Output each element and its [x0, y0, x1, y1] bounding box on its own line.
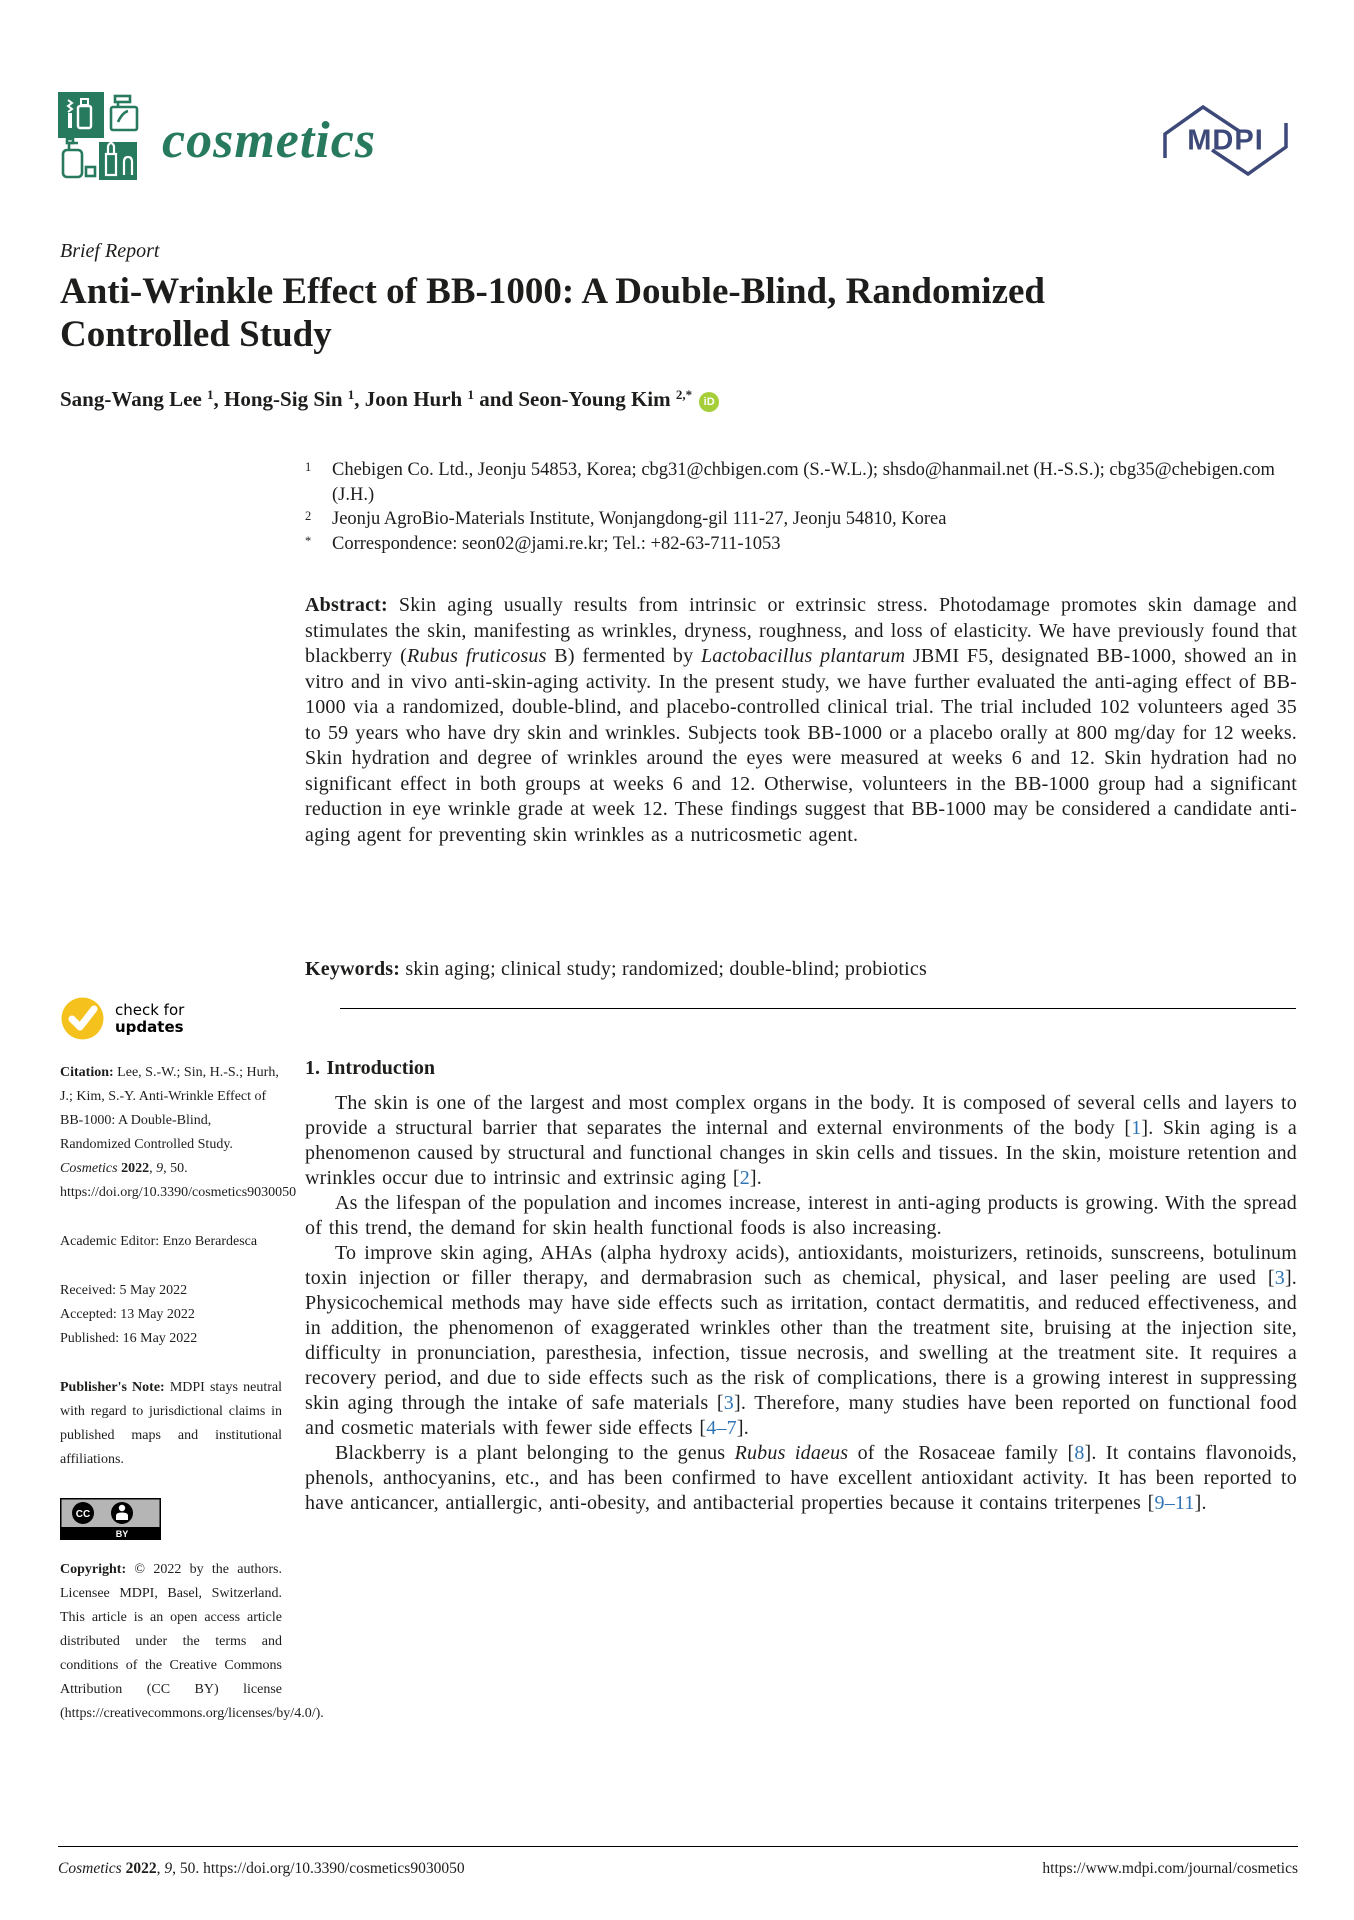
journal-logo[interactable] — [58, 92, 376, 180]
affiliation-marker: 1 — [305, 460, 312, 474]
reference-link[interactable]: 2 — [739, 1167, 750, 1189]
intro-paragraph: Blackberry is a plant belonging to the genus Rubus idaeus of the Rosaceae family [8]. It contains flavonoids, phenols, anthocyanins, etc., and has been confirmed to have excellent antioxidant activity. It has been reported to have anticancer, antiallergic, anti-obesity, and antibacterial properties because it contains triterpenes [9–11]. — [305, 1442, 1297, 1514]
authors-line — [60, 387, 1300, 412]
correspondence-text: Correspondence: seon02@jami.re.kr; Tel.: +82-63-711-1053 — [332, 533, 781, 554]
mdpi-logo[interactable] — [1153, 98, 1298, 183]
accepted-date: Accepted: 13 May 2022 — [60, 1307, 195, 1322]
affiliation-row — [305, 532, 1297, 557]
section-heading-introduction: 1. Introduction — [305, 1057, 436, 1079]
footer-journal-url[interactable]: https://www.mdpi.com/journal/cosmetics — [1042, 1860, 1298, 1877]
affiliation-marker: 2 — [305, 509, 312, 523]
intro-paragraph: The skin is one of the largest and most complex organs in the body. It is composed of several cells and layers to provide a structural barrier that separates the internal and external environments of the body [1]. Skin aging is a phenomenon caused by structural and functional changes in skin cells and tissues. In the skin, moisture retention and wrinkles occur due to intrinsic and extrinsic aging [2]. — [305, 1092, 1297, 1189]
reference-link[interactable]: 3 — [723, 1392, 734, 1414]
reference-link[interactable]: 1 — [1131, 1117, 1142, 1139]
check-for-updates-label: check for updates — [115, 1000, 185, 1036]
reference-link[interactable]: 4–7 — [706, 1417, 737, 1439]
reference-link[interactable]: 9–11 — [1154, 1492, 1195, 1514]
received-date: Received: 5 May 2022 — [60, 1283, 188, 1298]
affiliation-text: Chebigen Co. Ltd., Jeonju 54853, Korea; cbg31@chbigen.com (S.-W.L.); shsdo@hanmail.net (H.-S.S.); cbg35@chebigen.com (J.H.) — [332, 460, 1275, 505]
cc-by-label: BY — [115, 1529, 129, 1539]
check-for-updates-button[interactable] — [60, 996, 282, 1041]
affiliations — [305, 458, 1297, 556]
cc-by-license-badge[interactable] — [60, 1498, 161, 1540]
page-header — [58, 92, 1298, 183]
orcid-icon[interactable]: iD — [699, 392, 719, 412]
cosmetics-logo-icon — [58, 92, 146, 180]
reference-link[interactable]: 8 — [1074, 1442, 1085, 1464]
publishers-note: Publisher's Note: MDPI stays neutral with regard to jurisdictional claims in published maps and institutional affiliations. — [60, 1380, 282, 1467]
affiliation-row — [305, 458, 1297, 507]
citation-block: Citation: Lee, S.-W.; Sin, H.-S.; Hurh, J.; Kim, S.-Y. Anti-Wrinkle Effect of BB-1000: A Double-Blind, Randomized Controlled Study. Cosmetics 2022, 9, 50. https://doi.org/10.3390/cosmetics9030050 — [60, 1065, 297, 1200]
main-text-column — [305, 1056, 1297, 1516]
section-divider — [340, 1008, 1296, 1009]
keywords: Keywords: skin aging; clinical study; randomized; double-blind; probiotics — [305, 958, 927, 980]
affiliation-row — [305, 507, 1297, 532]
abstract: Abstract: Skin aging usually results from intrinsic or extrinsic stress. Photodamage promotes skin damage and stimulates the skin, manifesting as wrinkles, dryness, roughness, and loss of elasticity. We have previously found that blackberry (Rubus fruticosus B) fermented by Lactobacillus plantarum JBMI F5, designated BB-1000, showed an in vitro and in vivo anti-skin-aging activity. In the present study, we have further evaluated the anti-aging effect of BB-1000 via a randomized, double-blind, and placebo-controlled clinical trial. The trial included 102 volunteers aged 35 to 59 years who have dry skin and wrinkles. Subjects took BB-1000 or a placebo orally at 800 mg/day for 12 weeks. Skin hydration and degree of wrinkles around the eyes were measured at weeks 6 and 12. Skin hydration had no significant effect in both groups at weeks 6 and 12. Otherwise, volunteers in the BB-1000 group had a significant reduction in eye wrinkle grade at week 12. These findings suggest that BB-1000 may be considered a candidate anti-aging agent for preventing skin wrinkles as a nutricosmetic agent. — [305, 594, 1297, 846]
article-title: Anti-Wrinkle Effect of BB-1000: A Double-Blind, Randomized Controlled Study — [60, 271, 1045, 355]
affiliation-text: Jeonju AgroBio-Materials Institute, Wonjangdong-gil 111-27, Jeonju 54810, Korea — [332, 509, 947, 529]
sidebar — [60, 996, 324, 1726]
copyright-block: Copyright: © 2022 by the authors. Licensee MDPI, Basel, Switzerland. This article is an open access article distributed under the terms and conditions of the Creative Commons Attribution (CC BY) license (https://creativecommons.org/licenses/by/4.0/). — [60, 1562, 324, 1721]
intro-paragraph: To improve skin aging, AHAs (alpha hydroxy acids), antioxidants, moisturizers, retinoids, sunscreens, botulinum toxin injection or filler therapy, and dermabrasion such as chemical, physical, and laser peeling are used [3]. Physicochemical methods may have side effects such as irritation, contact dermatitis, and reduced effectiveness, and in addition, the phenomenon of exaggerated wrinkles other than the treatment site, bruising at the injection site, difficulty in pronunciation, paresthesia, infection, tissue necrosis, and swelling at the treatment site. It requires a recovery period, and due to side effects such as the risk of complications, there is a growing interest in suppressing skin aging through the intake of safe materials [3]. Therefore, many studies have been reported on functional food and cosmetic materials with fewer side effects [4–7]. — [305, 1242, 1297, 1439]
footer-citation: Cosmetics 2022, 9, 50. https://doi.org/10.3390/cosmetics9030050 — [58, 1860, 465, 1877]
page-footer — [58, 1846, 1298, 1878]
academic-editor: Academic Editor: Enzo Berardesca — [60, 1234, 258, 1249]
title-block — [60, 240, 1300, 412]
correspondence-marker: * — [305, 533, 312, 548]
article-type: Brief Report — [60, 240, 160, 262]
author-names: Sang-Wang Lee $^1$, Hong-Sig Sin $^1$, Joon Hurh $^1$ and Seon-Young Kim $^{2,*}$ — [60, 386, 693, 411]
mdpi-wordmark: MDPI — [1187, 124, 1264, 156]
crossmark-check-icon — [60, 996, 105, 1041]
cc-icon — [72, 1502, 94, 1524]
intro-paragraph: As the lifespan of the population and incomes increase, interest in anti-aging products is growing. With the spread of this trend, the demand for skin health functional foods is also increasing. — [305, 1192, 1297, 1239]
svg-text:CC: CC — [75, 1509, 91, 1520]
reference-link[interactable]: 3 — [1274, 1267, 1285, 1289]
dates-block — [60, 1279, 282, 1351]
person-icon — [111, 1502, 133, 1524]
published-date: Published: 16 May 2022 — [60, 1331, 198, 1346]
journal-name: cosmetics — [162, 112, 377, 169]
